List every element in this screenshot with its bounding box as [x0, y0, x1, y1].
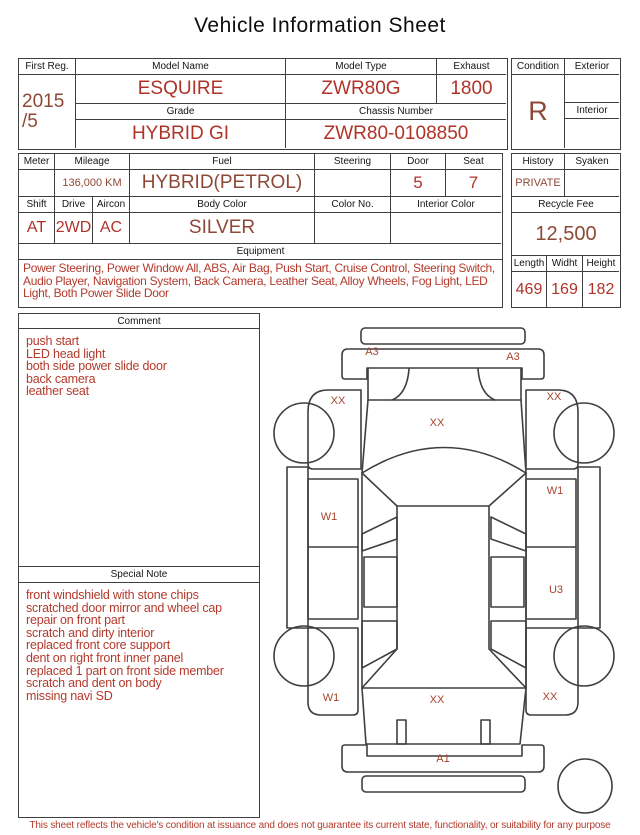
height-label: Height — [583, 256, 619, 272]
spec-table — [18, 153, 503, 308]
door-value: 5 — [391, 170, 446, 197]
left-sill-shape — [287, 467, 308, 628]
history-fee-table — [511, 153, 621, 308]
shift-value: AT — [19, 213, 55, 244]
width-value: 169 — [547, 272, 583, 307]
steering-label: Steering — [315, 154, 391, 170]
fuel-value: HYBRID(PETROL) — [130, 170, 315, 197]
condition-label: Condition — [512, 59, 565, 75]
special-note-line: replaced front core support — [26, 638, 170, 653]
left-doors-shape — [308, 479, 358, 619]
mileage-value: 136,000 KM — [55, 170, 130, 197]
mileage-label: Mileage — [55, 154, 130, 170]
first-reg-month: /5 — [22, 110, 38, 132]
damage-mark: A3 — [365, 346, 379, 358]
color-no-label: Color No. — [315, 197, 391, 213]
history-label: History — [512, 154, 565, 170]
page-title: Vehicle Information Sheet — [194, 14, 446, 37]
seat-value: 7 — [446, 170, 501, 197]
color-no-value — [315, 213, 391, 244]
drive-label: Drive — [55, 197, 93, 213]
special-note-line: front windshield with stone chips — [26, 588, 199, 602]
damage-mark: A3 — [506, 351, 520, 363]
door-label: Door — [391, 154, 446, 170]
exhaust-label: Exhaust — [437, 59, 506, 75]
equipment-value: Power Steering, Power Window All, ABS, Air Bag, Push Start, Cruise Control, Steering Switch, Audio Player, Navigation System, Back Camera, Leather Seat, Alloy Wheels, Fog Light, LED Light, Both Power Slide Door — [23, 261, 495, 301]
model-name-label: Model Name — [76, 59, 286, 75]
right-front-wheel — [554, 403, 614, 463]
damage-mark: XX — [542, 691, 558, 703]
comment-line: leather seat — [26, 384, 89, 399]
damage-mark: XX — [429, 694, 445, 706]
damage-mark: XX — [330, 395, 346, 407]
special-note-line: scratch and dirty interior — [26, 625, 155, 640]
model-type-label: Model Type — [286, 59, 437, 75]
car-damage-diagram — [268, 316, 620, 816]
recycle-fee-label: Recycle Fee — [512, 197, 620, 213]
car-outline-svg — [268, 316, 620, 816]
comment-line: LED head light — [26, 346, 106, 361]
damage-mark: W1 — [320, 511, 338, 523]
comment-line: back camera — [26, 371, 96, 386]
first-reg-value — [19, 75, 76, 148]
body-color-value: SILVER — [130, 213, 315, 244]
damage-mark: XX — [546, 391, 562, 403]
body-color-label: Body Color — [130, 197, 315, 213]
special-note-line: replaced 1 part on front side member — [26, 663, 224, 678]
syaken-label: Syaken — [565, 154, 619, 170]
grade-label: Grade — [76, 104, 286, 120]
seat-label: Seat — [446, 154, 501, 170]
meter-label: Meter — [19, 154, 55, 170]
front-trim-shape — [361, 328, 525, 344]
windshield-shape — [362, 448, 526, 474]
model-type-value: ZWR80G — [286, 75, 437, 104]
fuel-label: Fuel — [130, 154, 315, 170]
identity-table — [18, 58, 508, 150]
special-note-body — [19, 583, 259, 817]
shift-label: Shift — [19, 197, 55, 213]
history-value: PRIVATE — [512, 170, 565, 197]
special-note-line: repair on front part — [26, 613, 125, 628]
right-rear-wheel — [554, 626, 614, 686]
right-sill-shape — [578, 467, 600, 628]
syaken-value — [565, 170, 619, 197]
right-doors-shape — [526, 479, 576, 619]
special-note-line: scratched door mirror and wheel cap — [26, 600, 222, 615]
comment-label: Comment — [19, 314, 259, 329]
special-note-label: Special Note — [19, 567, 259, 583]
history-row — [512, 154, 620, 197]
condition-table — [511, 58, 621, 150]
interior-color-label: Interior Color — [391, 197, 501, 213]
notes-panel — [18, 313, 260, 818]
grade-value: HYBRID GI — [76, 120, 286, 148]
interior-color-value — [391, 213, 501, 244]
special-note-line: missing navi SD — [26, 688, 113, 703]
height-value: 182 — [587, 280, 615, 298]
comment-line: push start — [26, 334, 79, 348]
condition-value: R — [512, 75, 565, 148]
spare-tire — [558, 759, 612, 813]
steering-value — [315, 170, 391, 197]
comment-body — [19, 329, 259, 567]
first-reg-label: First Reg. — [19, 59, 76, 75]
exhaust-value: 1800 — [437, 75, 506, 104]
rear-trim-shape — [362, 776, 525, 792]
damage-mark: W1 — [546, 485, 564, 497]
left-rear-wheel — [274, 626, 334, 686]
spec-row-1 — [19, 154, 502, 197]
damage-mark: XX — [429, 417, 445, 429]
recycle-fee-value: 12,500 — [512, 213, 620, 256]
length-value: 469 — [512, 272, 547, 307]
damage-mark: A1 — [436, 753, 450, 765]
width-label: Widht — [547, 256, 583, 272]
comment-line: both side power slide door — [26, 359, 167, 374]
meter-value — [19, 170, 55, 197]
length-label: Length — [512, 256, 547, 272]
first-reg-year: 2015 — [22, 91, 65, 113]
special-note-line: scratch and dent on body — [26, 676, 162, 691]
chassis-number-label: Chassis Number — [286, 104, 506, 120]
damage-mark: W1 — [322, 692, 340, 704]
aircon-label: Aircon — [93, 197, 130, 213]
equipment-label: Equipment — [19, 244, 502, 260]
model-name-value: ESQUIRE — [76, 75, 286, 104]
damage-mark: U3 — [548, 584, 564, 596]
aircon-value: AC — [93, 213, 130, 244]
dimensions-row — [512, 256, 620, 307]
drive-value: 2WD — [55, 213, 93, 244]
interior-label: Interior — [565, 103, 619, 119]
special-note-line: dent on right front inner panel — [26, 650, 184, 665]
exterior-label: Exterior — [565, 59, 619, 75]
left-front-wheel — [274, 403, 334, 463]
interior-value — [565, 119, 619, 148]
exterior-value — [565, 75, 619, 103]
disclaimer-text: This sheet reflects the vehicle's condition at issuance and does not guarantee its current state, functionality, or suitability for any purpose — [29, 820, 611, 831]
chassis-number-value: ZWR80-0108850 — [323, 123, 469, 144]
spec-row-2 — [19, 197, 502, 244]
